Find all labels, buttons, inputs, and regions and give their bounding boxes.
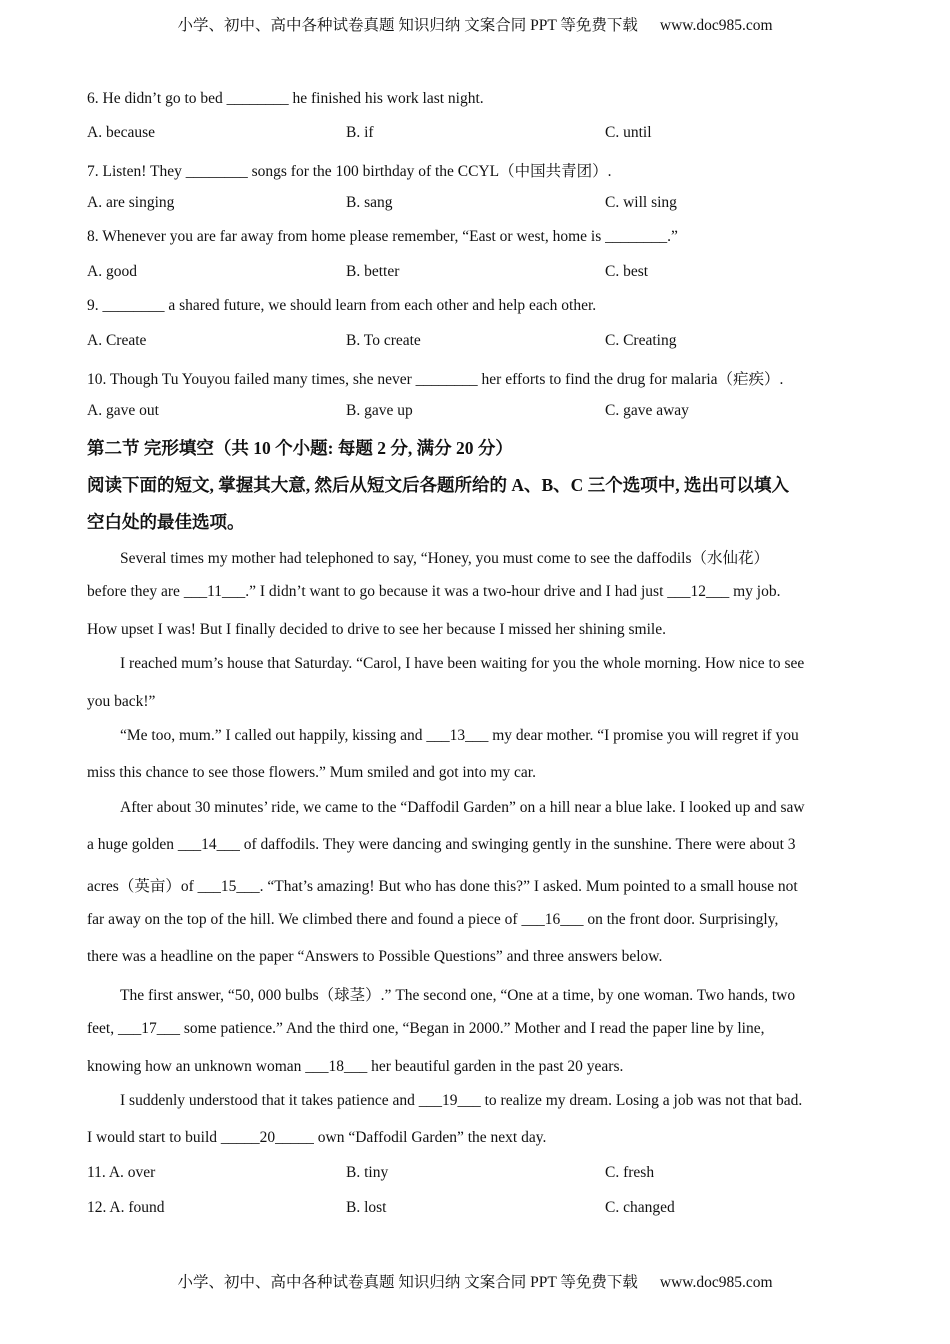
passage-line xyxy=(87,1058,862,1076)
header-text: 小学、初中、高中各种试卷真题 知识归纳 文案合同 PPT 等免费下载 xyxy=(177,17,638,34)
passage-text: on the front door. Surprisingly, xyxy=(583,911,779,928)
option-8a: A. good xyxy=(87,263,137,280)
passage-line: I reached mum’s house that Saturday. “Carol, I have been waiting for you the whole morning. How nice to see xyxy=(120,655,805,672)
option-9c: C. Creating xyxy=(605,332,677,349)
passage-line xyxy=(87,583,862,601)
blank-15: ___15___ xyxy=(197,878,260,895)
passage-text: acres（英亩）of xyxy=(87,878,198,895)
option-6b: B. if xyxy=(346,124,374,141)
passage-text: far away on the top of the hill. We climbed there and found a piece of xyxy=(87,911,522,928)
option-9b: B. To create xyxy=(346,332,421,349)
passage-line xyxy=(87,874,862,896)
option-11c: C. fresh xyxy=(605,1164,655,1181)
passage-text: of daffodils. They were dancing and swinging gently in the sunshine. There were about 3 xyxy=(239,836,796,853)
passage-text: feet, xyxy=(87,1020,118,1037)
footer-text: 小学、初中、高中各种试卷真题 知识归纳 文案合同 PPT 等免费下载 xyxy=(177,1274,638,1291)
option-9a: A. Create xyxy=(87,332,147,349)
header-site-link[interactable]: www.doc985.com xyxy=(659,17,773,34)
option-7b: B. sang xyxy=(346,194,393,211)
passage-line: you back!” xyxy=(87,693,156,710)
section-instructions-cont: 空白处的最佳选项。 xyxy=(87,512,245,532)
passage-text: .” I didn’t want to go because it was a two-hour drive and I had just xyxy=(245,583,668,600)
passage-line: miss this chance to see those flowers.” Mum smiled and got into my car. xyxy=(87,764,536,781)
passage-line: Several times my mother had telephoned to say, “Honey, you must come to see the daffodils（水仙花） xyxy=(120,550,769,567)
question-10: 10. Though Tu Youyou failed many times, she never ________ her efforts to find the drug for malaria（疟疾）. xyxy=(87,371,784,388)
passage-text: my dear mother. “I promise you will regret if you xyxy=(488,727,799,744)
passage-text: own “Daffodil Garden” the next day. xyxy=(313,1129,547,1146)
passage-text: to realize my dream. Losing a job was not that bad. xyxy=(480,1092,803,1109)
passage-text: “Me too, mum.” I called out happily, kissing and xyxy=(120,727,427,744)
passage-text: I would start to build xyxy=(87,1129,221,1146)
page-footer xyxy=(0,1270,950,1292)
question-8: 8. Whenever you are far away from home please remember, “East or west, home is ________.” xyxy=(87,228,678,245)
passage-text: her beautiful garden in the past 20 years. xyxy=(367,1058,624,1075)
passage-text: a huge golden xyxy=(87,836,178,853)
passage-line xyxy=(120,727,895,745)
passage-line xyxy=(87,911,862,929)
footer-site-link[interactable]: www.doc985.com xyxy=(659,1274,773,1291)
passage-line xyxy=(87,836,862,854)
passage-text: knowing how an unknown woman xyxy=(87,1058,306,1075)
passage-text: . “That’s amazing! But who has done this?” I asked. Mum pointed to a small house not xyxy=(259,878,798,895)
passage-line: The first answer, “50, 000 bulbs（球茎）.” The second one, “One at a time, by one woman. Two hands, two xyxy=(120,987,796,1004)
option-10c: C. gave away xyxy=(605,402,689,419)
option-11a: 11. A. over xyxy=(87,1164,156,1181)
question-9: 9. ________ a shared future, we should learn from each other and help each other. xyxy=(87,297,597,314)
blank-17: ___17___ xyxy=(117,1020,180,1037)
passage-line: After about 30 minutes’ ride, we came to the “Daffodil Garden” on a hill near a blue lake. I looked up and saw xyxy=(120,799,805,816)
blank-20: _____20_____ xyxy=(220,1129,314,1146)
passage-line: How upset I was! But I finally decided to drive to see her because I missed her shining smile. xyxy=(87,621,666,638)
option-11b: B. tiny xyxy=(346,1164,389,1181)
passage-line xyxy=(87,1020,862,1038)
passage-text: some patience.” And the third one, “Began in 2000.” Mother and I read the paper line by line, xyxy=(179,1020,765,1037)
option-10a: A. gave out xyxy=(87,402,159,419)
blank-19: ___19___ xyxy=(418,1092,481,1109)
option-12a: 12. A. found xyxy=(87,1199,165,1216)
passage-line xyxy=(87,1129,862,1147)
passage-text: before they are xyxy=(87,583,184,600)
option-10b: B. gave up xyxy=(346,402,413,419)
option-8c: C. best xyxy=(605,263,649,280)
blank-11: ___11___ xyxy=(183,583,246,600)
option-6c: C. until xyxy=(605,124,652,141)
question-6: 6. He didn’t go to bed ________ he finished his work last night. xyxy=(87,90,484,107)
blank-14: ___14___ xyxy=(177,836,240,853)
blank-16: ___16___ xyxy=(521,911,584,928)
passage-text: my job. xyxy=(729,583,781,600)
question-7: 7. Listen! They ________ songs for the 100 birthday of the CCYL（中国共青团）. xyxy=(87,163,612,180)
blank-12: ___12___ xyxy=(667,583,730,600)
passage-line: there was a headline on the paper “Answers to Possible Questions” and three answers below. xyxy=(87,948,663,965)
passage-line xyxy=(120,1092,895,1110)
option-6a: A. because xyxy=(87,124,155,141)
section-title: 第二节 完形填空（共 10 个小题: 每题 2 分, 满分 20 分） xyxy=(87,438,513,458)
passage-text: I suddenly understood that it takes patience and xyxy=(120,1092,419,1109)
option-12b: B. lost xyxy=(346,1199,387,1216)
blank-13: ___13___ xyxy=(426,727,489,744)
option-12c: C. changed xyxy=(605,1199,675,1216)
option-7c: C. will sing xyxy=(605,194,677,211)
blank-18: ___18___ xyxy=(305,1058,368,1075)
option-7a: A. are singing xyxy=(87,194,175,211)
page-header xyxy=(0,13,950,35)
option-8b: B. better xyxy=(346,263,400,280)
section-instructions: 阅读下面的短文, 掌握其大意, 然后从短文后各题所给的 A、B、C 三个选项中, 选出可以填入 xyxy=(87,475,789,495)
